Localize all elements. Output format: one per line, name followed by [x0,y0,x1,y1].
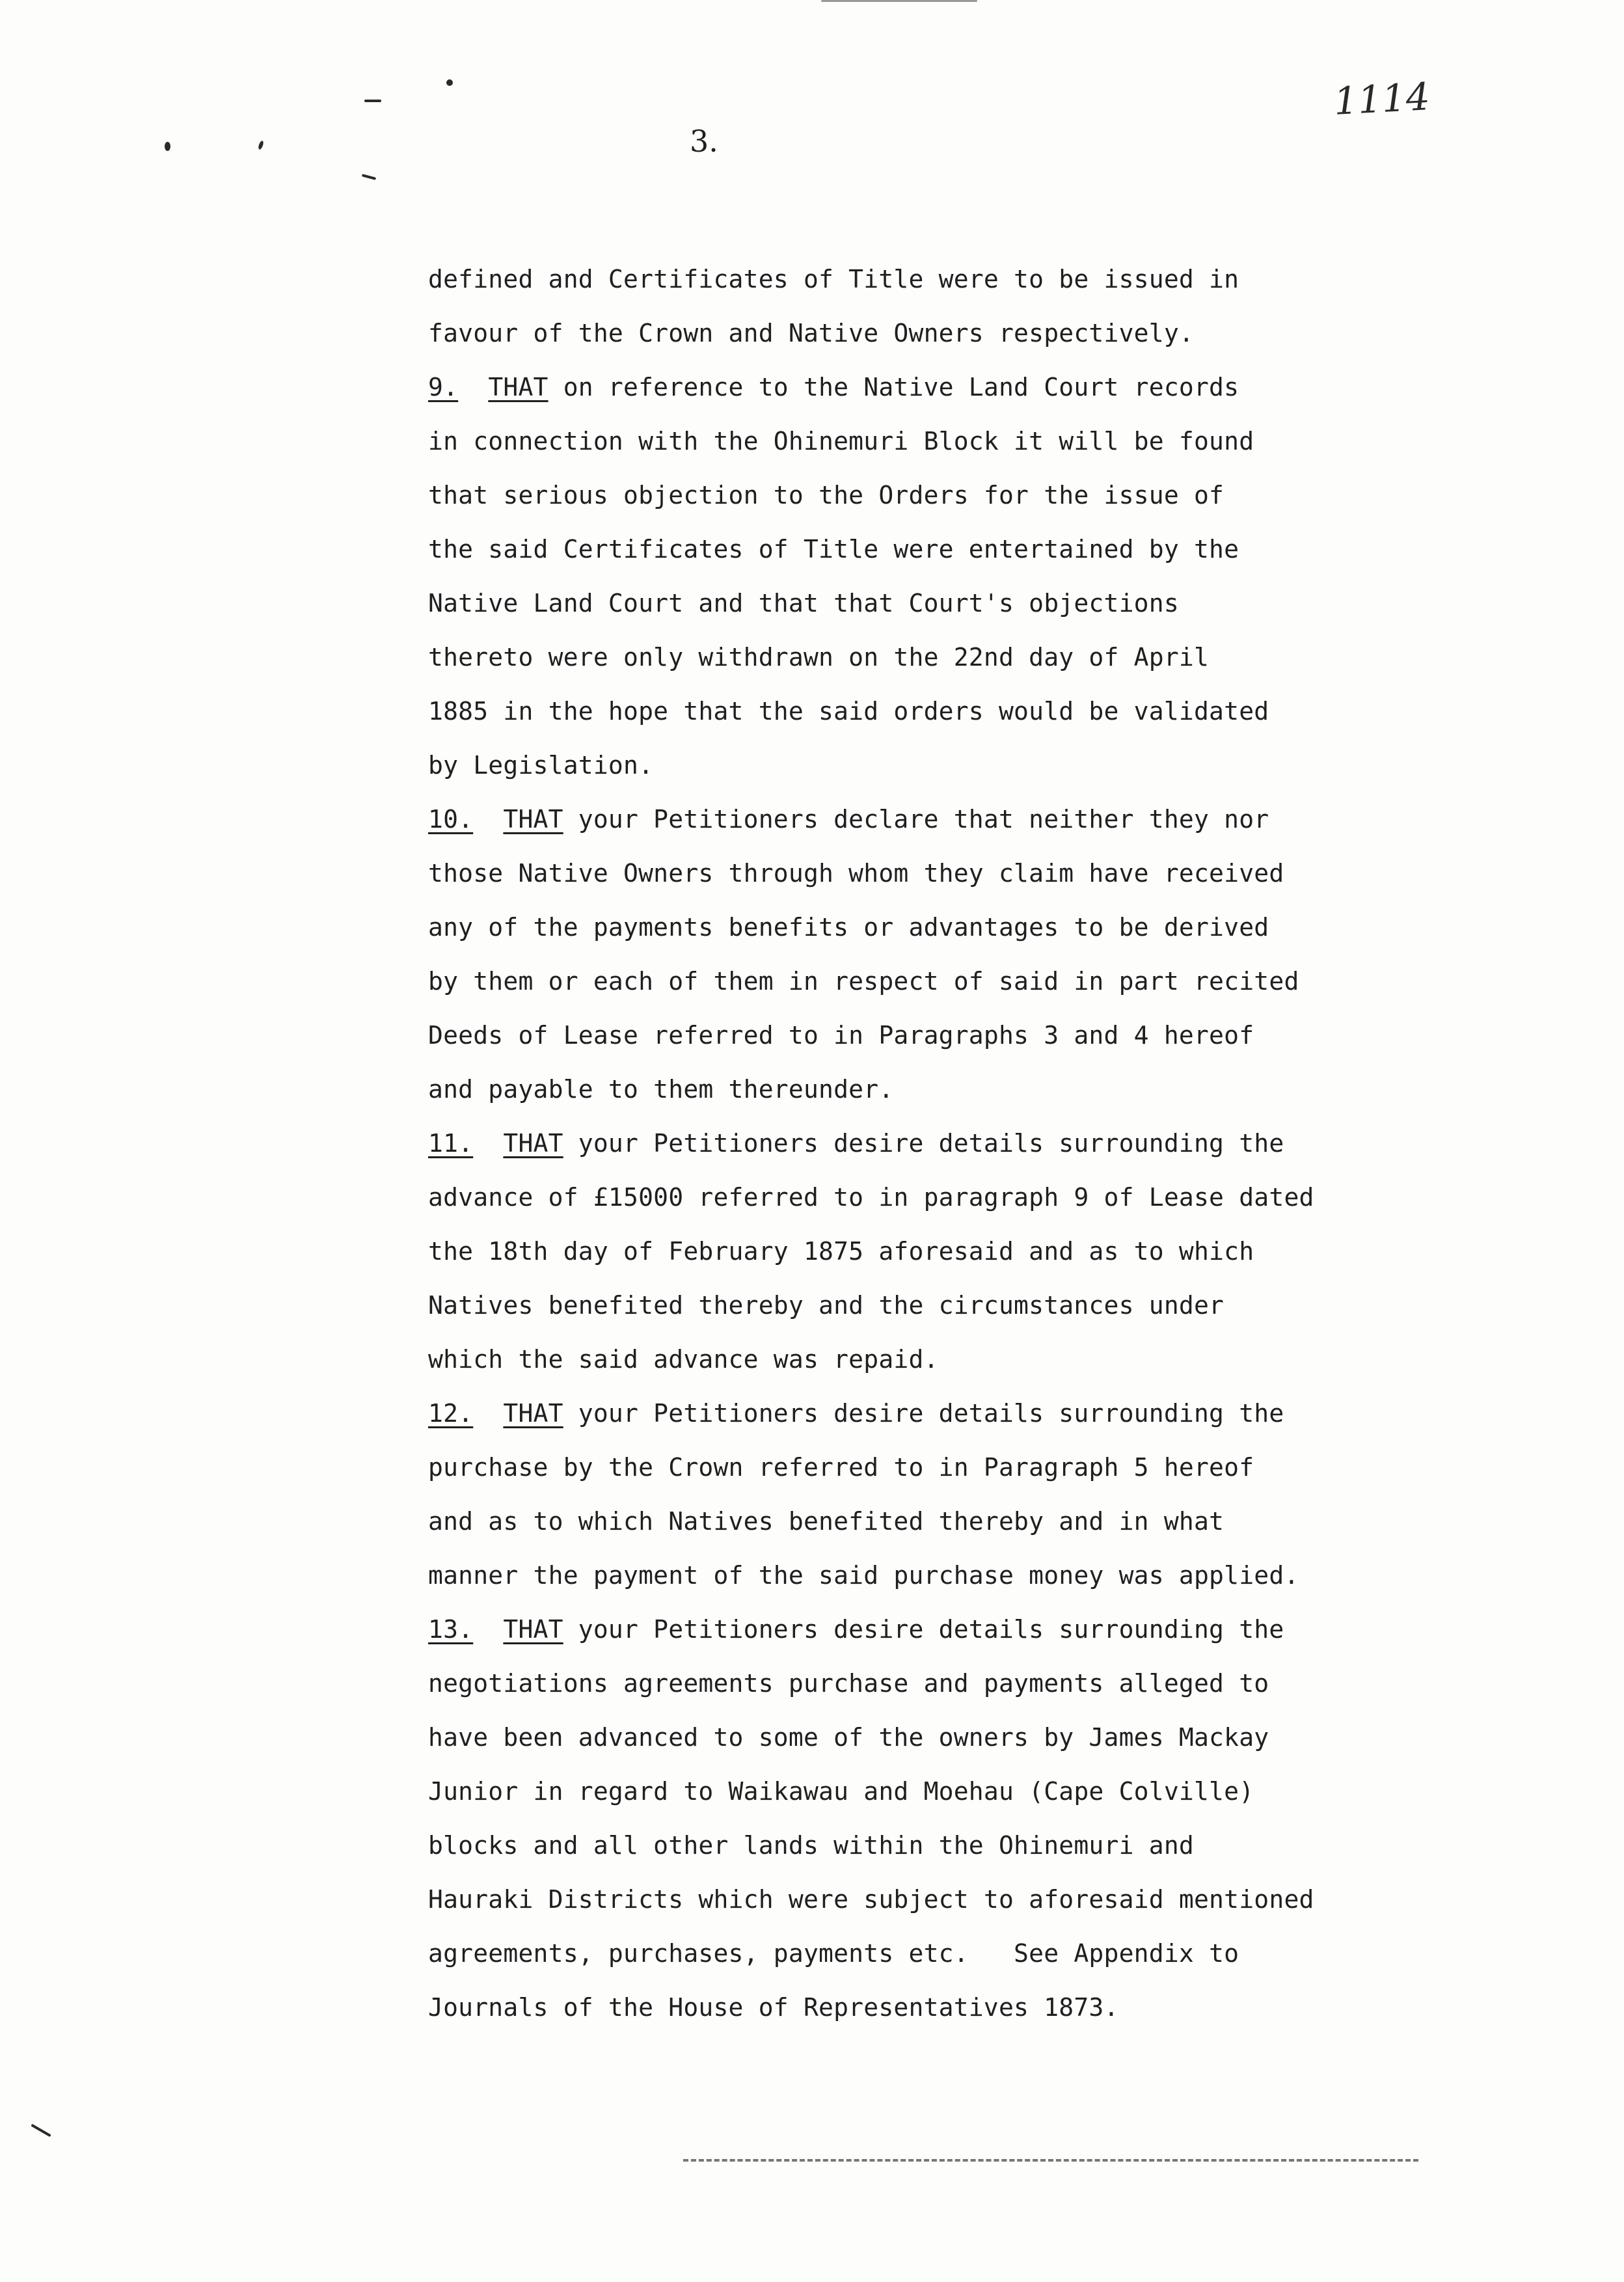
paragraph-line: advance of £15000 referred to in paragraph 9 of Lease dated [428,1183,1314,1212]
paragraph-line: defined and Certificates of Title were to be issued in [428,265,1239,293]
paragraph-line: 1885 in the hope that the said orders would be validated [428,697,1269,726]
paragraph-keyword: THAT [503,1615,563,1644]
paragraph-10-first-line [428,793,1430,847]
paragraph-keyword: THAT [503,1129,563,1158]
paragraph-number: 11. [428,1129,474,1158]
paragraph-line: Natives benefited thereby and the circumstances under [428,1291,1225,1320]
paragraph-line: and as to which Natives benefited thereby and in what [428,1507,1225,1536]
paragraph-line: Native Land Court and that that Court's objections [428,589,1179,618]
paragraph-line: the 18th day of February 1875 aforesaid and as to which [428,1237,1254,1266]
paragraph-line: have been advanced to some of the owners by James Mackay [428,1723,1269,1752]
paragraph-line: favour of the Crown and Native Owners respectively. [428,319,1194,347]
paragraph-number: 10. [428,805,474,834]
paragraph-keyword: THAT [503,805,563,834]
paragraph-line: negotiations agreements purchase and payments alleged to [428,1669,1269,1698]
paragraph-line: and payable to them thereunder. [428,1075,894,1104]
scan-speck [165,142,170,151]
scan-speck [258,140,264,150]
paragraph-keyword: THAT [503,1399,563,1428]
paragraph-line: blocks and all other lands within the Ohinemuri and [428,1831,1194,1860]
paragraph-12-first-line [428,1387,1430,1441]
page-number: 3. [690,124,718,159]
paragraph-line: which the said advance was repaid. [428,1345,939,1374]
paragraph-number: 12. [428,1399,474,1428]
paragraph-number: 13. [428,1615,474,1644]
scan-dash [821,0,977,2]
paragraph-text: your Petitioners desire details surrounding the [563,1615,1284,1644]
paragraph-text: your Petitioners declare that neither they nor [563,805,1269,834]
paragraph-line: purchase by the Crown referred to in Paragraph 5 hereof [428,1453,1254,1482]
paragraph-line: those Native Owners through whom they claim have received [428,859,1284,888]
paragraph-line: that serious objection to the Orders for the issue of [428,481,1225,509]
paragraph-line: Journals of the House of Representatives 1873. [428,1993,1119,2022]
scan-dash [362,174,376,180]
paragraph-line: agreements, purchases, payments etc. See Appendix to [428,1939,1239,1968]
paragraph-line: the said Certificates of Title were entertained by the [428,535,1239,564]
paragraph-line: any of the payments benefits or advantages to be derived [428,913,1269,942]
paragraph-text: your Petitioners desire details surrounding the [563,1129,1284,1158]
paragraph-keyword: THAT [488,373,548,401]
paragraph-text: your Petitioners desire details surrounding the [563,1399,1284,1428]
handwritten-folio-number: 1114 [1333,74,1431,124]
paragraph-line: Hauraki Districts which were subject to aforesaid mentioned [428,1885,1314,1914]
scan-dash [364,100,381,102]
paragraph-line: manner the payment of the said purchase money was applied. [428,1561,1299,1590]
paragraph-line: Deeds of Lease referred to in Paragraphs 3 and 4 hereof [428,1021,1254,1050]
bottom-scan-rule [683,2159,1418,2164]
paragraph-number: 9. [428,373,459,401]
paragraph-text: on reference to the Native Land Court records [548,373,1239,401]
scan-speck [446,79,453,86]
document-body [428,252,1430,2035]
paragraph-line: thereto were only withdrawn on the 22nd day of April [428,643,1210,672]
paragraph-line: by them or each of them in respect of said in part recited [428,967,1299,996]
paragraph-line: Junior in regard to Waikawau and Moehau (Cape Colville) [428,1777,1254,1806]
scan-dash [31,2124,51,2137]
paragraph-13-first-line [428,1603,1430,1657]
paragraph-11-first-line [428,1117,1430,1171]
paragraph-9-first-line [428,360,1430,414]
paragraph-line: by Legislation. [428,751,654,780]
paragraph-line: in connection with the Ohinemuri Block it will be found [428,427,1254,455]
